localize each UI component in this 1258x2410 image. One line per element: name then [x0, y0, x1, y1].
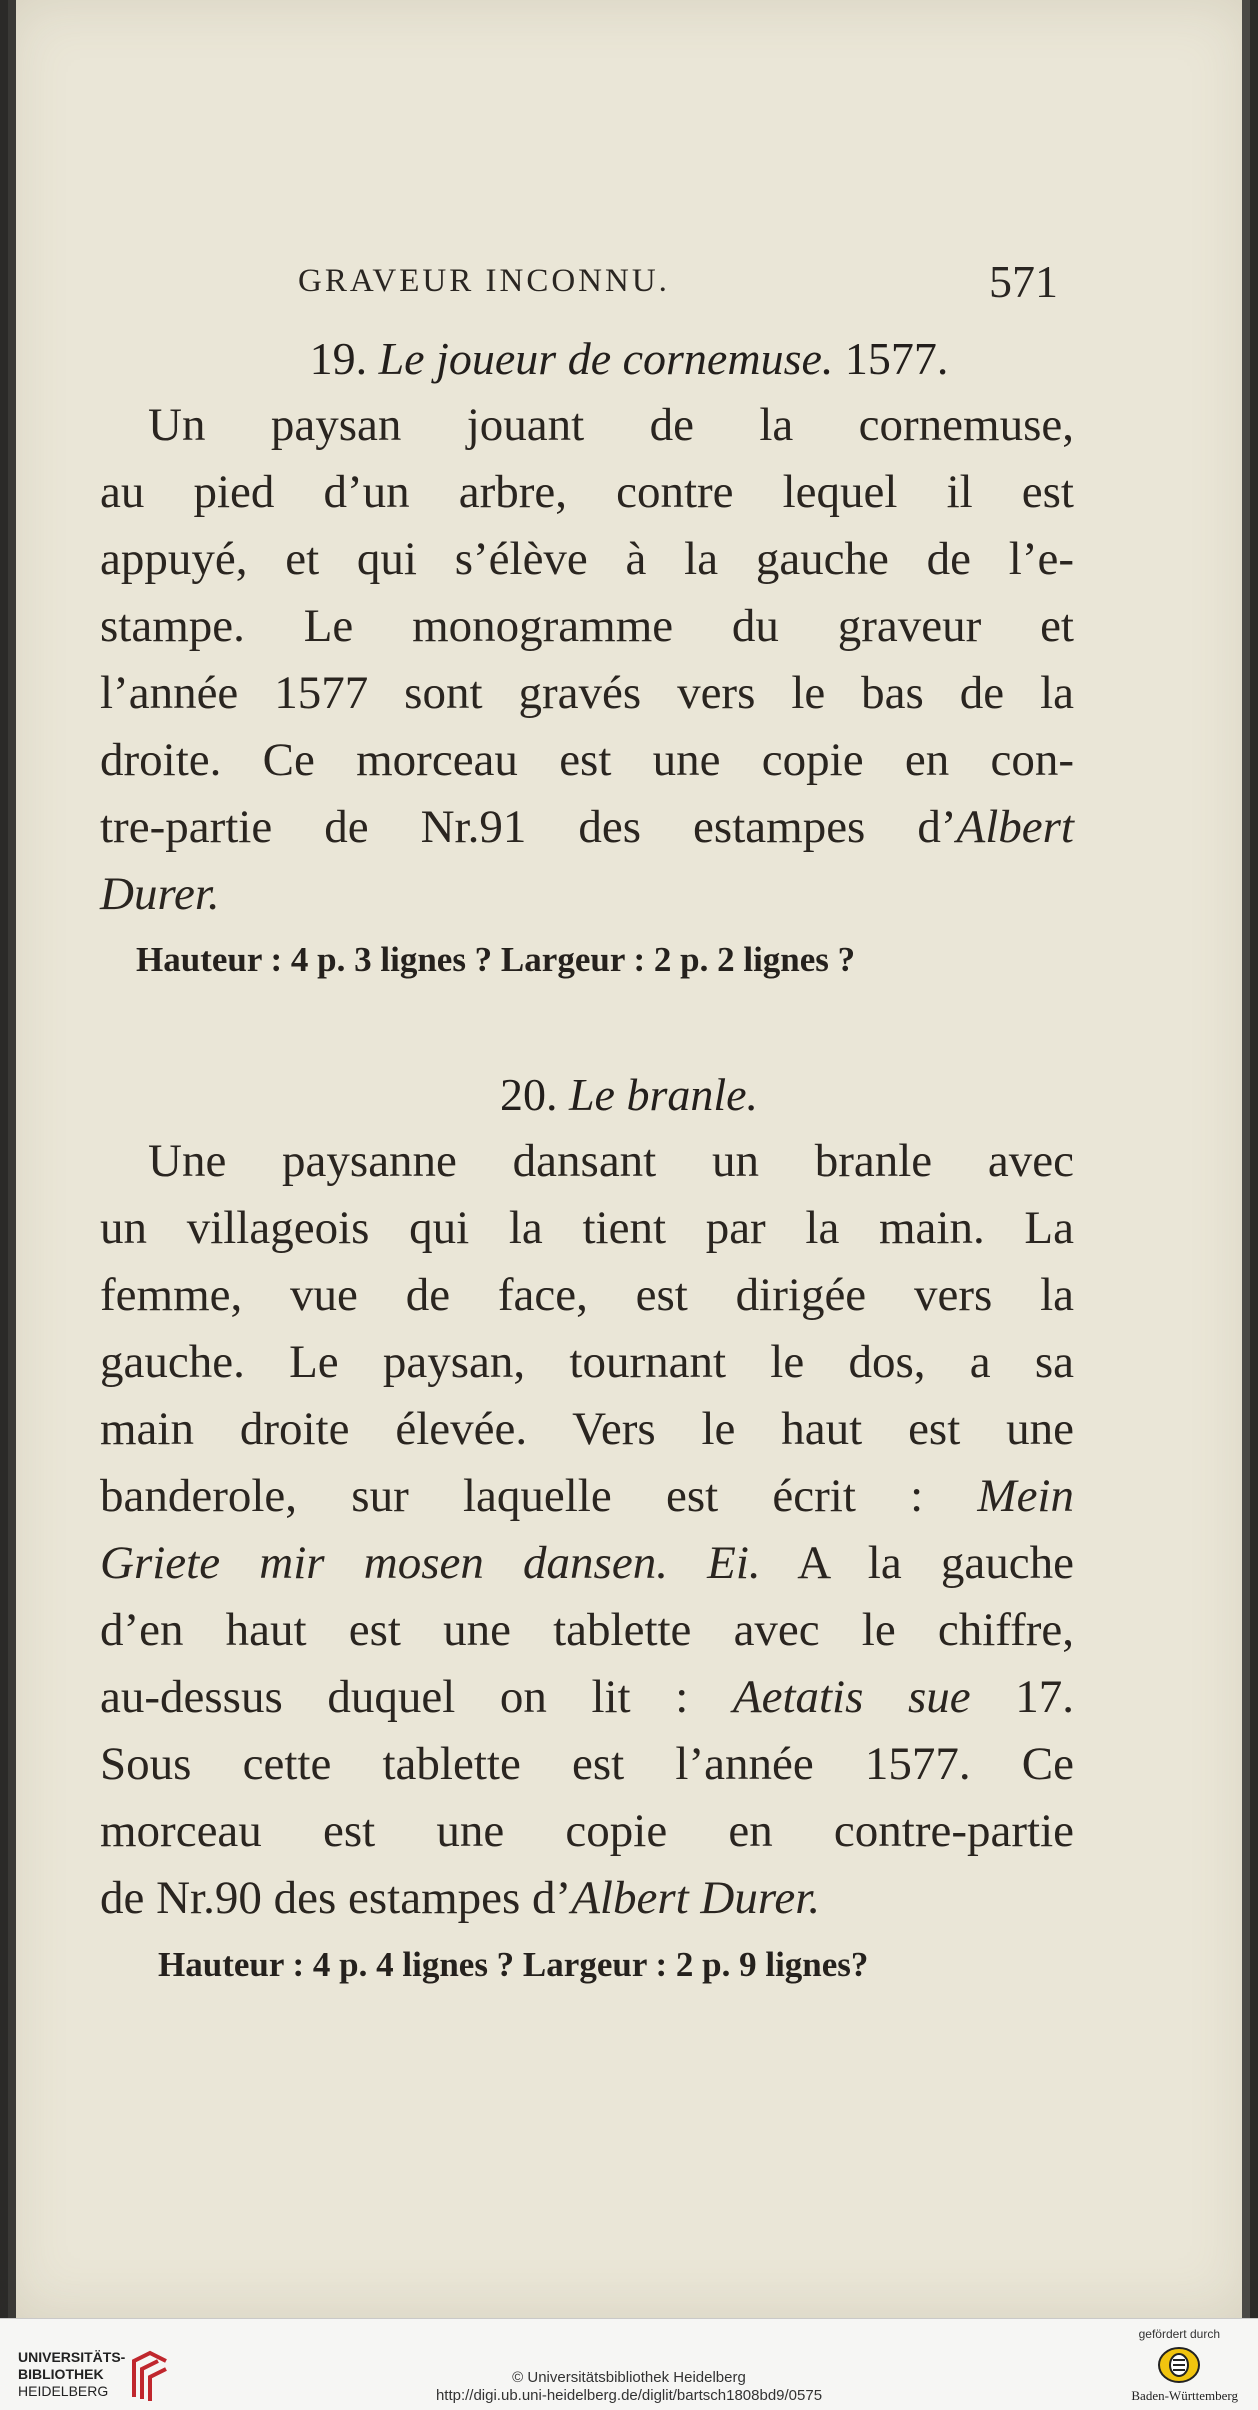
text-line: au pied d’un arbre, contre lequel il est	[100, 466, 1074, 518]
text-segment: banderole, sur laquelle est écrit :	[100, 1470, 978, 1522]
text-line: l’année 1577 sont gravés vers le bas de la	[100, 667, 1074, 719]
sponsor-name: Baden-Württemberg	[1131, 2388, 1238, 2403]
permalink[interactable]: http://digi.ub.uni-heidelberg.de/diglit/bartsch1808bd9/0575	[435, 2387, 823, 2404]
text-line	[100, 1530, 1074, 1597]
text-line: Un paysan jouant de la cornemuse,	[148, 399, 1074, 451]
text-line: stampe. Le monogramme du graveur et	[100, 600, 1074, 652]
text-segment: 17.	[970, 1671, 1074, 1723]
entry-19-description	[100, 392, 1074, 928]
text-line: morceau est une copie en contre-partie	[100, 1805, 1074, 1857]
text-line: Une paysanne dansant un branle avec	[148, 1135, 1074, 1187]
text-italic: Mein	[977, 1470, 1074, 1522]
sponsor-label: gefördert durch	[1138, 2327, 1220, 2341]
text-italic: Durer.	[100, 868, 220, 920]
library-name-line: HEIDELBERG	[18, 2383, 109, 2399]
text-line	[100, 794, 1074, 861]
entry-19-year: 1577.	[844, 333, 949, 384]
entry-19-title: Le joueur de cornemuse.	[378, 333, 834, 384]
text-line	[100, 1664, 1074, 1731]
text-line	[100, 1865, 1074, 1932]
text-italic: Albert	[956, 801, 1074, 853]
text-line: main droite élevée. Vers le haut est une	[100, 1403, 1074, 1455]
text-italic: Aetatis sue	[732, 1671, 971, 1723]
entry-20-dimensions: Hauteur : 4 p. 4 lignes ? Largeur : 2 p. 9 lignes?	[158, 1945, 869, 1984]
text-italic: Albert Durer.	[571, 1872, 821, 1924]
entry-19-heading	[0, 332, 1258, 385]
text-line: gauche. Le paysan, tournant le dos, a sa	[100, 1336, 1074, 1388]
entry-19-dimensions: Hauteur : 4 p. 3 lignes ? Largeur : 2 p. 2 lignes ?	[136, 940, 856, 979]
entry-20-title: Le branle.	[568, 1069, 759, 1120]
entry-20-number: 20.	[499, 1069, 558, 1120]
entry-19-number: 19.	[309, 333, 368, 384]
text-segment: de Nr.90 des estampes d’	[100, 1872, 572, 1924]
coat-of-arms-icon	[1156, 2345, 1202, 2385]
text-line: droite. Ce morceau est une copie en con-	[100, 734, 1074, 786]
running-head-title: GRAVEUR INCONNU.	[298, 263, 670, 299]
page-number: 571	[989, 256, 1058, 307]
text-segment: A la gauche	[760, 1537, 1074, 1589]
text-line	[100, 861, 1074, 928]
text-line: un villageois qui la tient par la main. La	[100, 1202, 1074, 1254]
text-line: appuyé, et qui s’élève à la gauche de l’e-	[100, 533, 1074, 585]
running-head	[298, 255, 1058, 305]
page-edge-shadow	[8, 0, 16, 2318]
footer-bar	[0, 2318, 1258, 2410]
text-line	[100, 1463, 1074, 1530]
text-italic: Griete mir mosen dansen. Ei.	[100, 1537, 761, 1589]
book-page	[8, 0, 1250, 2318]
copyright-notice: © Universitätsbibliothek Heidelberg	[512, 2369, 746, 2386]
library-name-line: UNIVERSITÄTS-	[18, 2349, 126, 2365]
entry-20-heading	[0, 1068, 1258, 1121]
page-edge-shadow	[1242, 0, 1250, 2318]
text-line: femme, vue de face, est dirigée vers la	[100, 1269, 1074, 1321]
text-segment: au-dessus duquel on lit :	[100, 1671, 733, 1723]
text-segment: tre-partie de Nr.91 des estampes d’	[100, 801, 957, 853]
text-line: Sous cette tablette est l’année 1577. Ce	[100, 1738, 1074, 1790]
entry-20-description	[100, 1128, 1074, 1932]
library-name-line: BIBLIOTHEK	[18, 2366, 104, 2382]
text-line: d’en haut est une tablette avec le chiffre,	[100, 1604, 1074, 1656]
